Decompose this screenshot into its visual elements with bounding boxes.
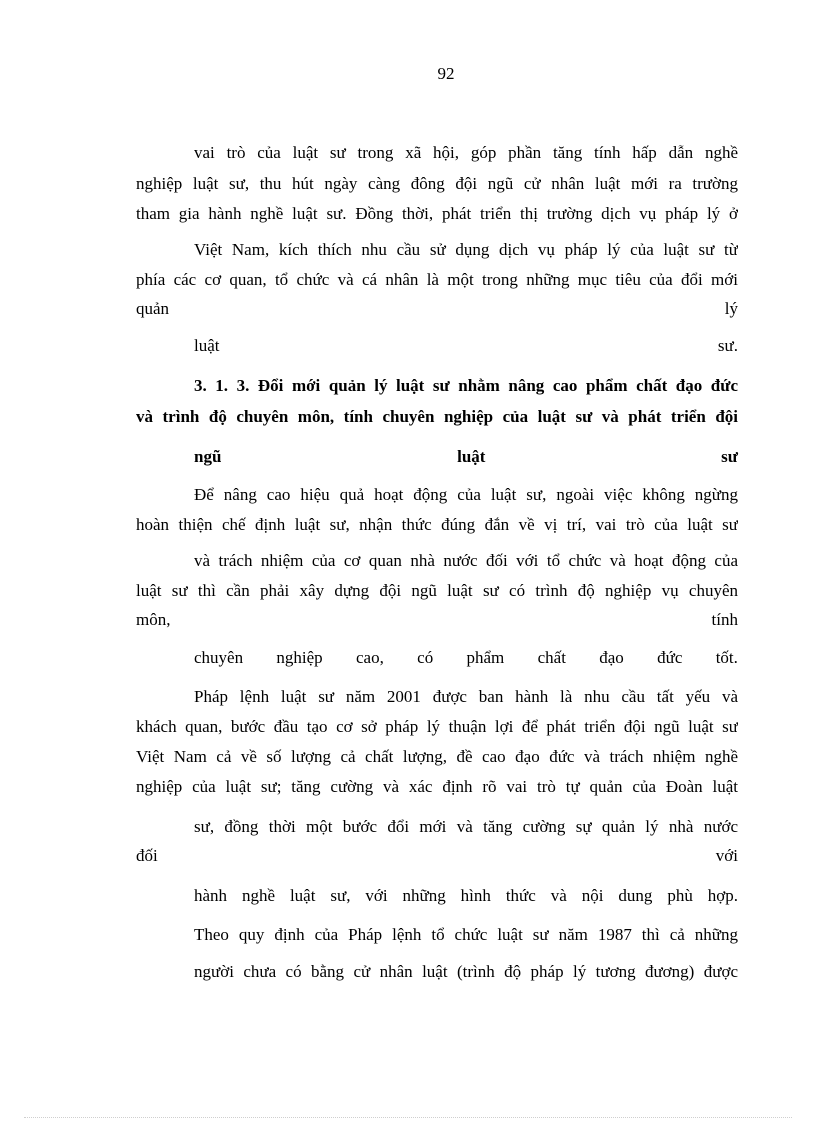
page-bottom-rule bbox=[24, 1117, 792, 1118]
text-line bbox=[136, 298, 738, 320]
text-line bbox=[136, 845, 738, 867]
word: đức bbox=[657, 648, 683, 667]
text-line: Việt Nam cả về số lượng cả chất lượng, đề cao đạo đức và trách nhiệm nghề bbox=[136, 747, 738, 766]
section-heading-line: và trình độ chuyên môn, tính chuyên nghiệp của luật sư và phát triển đội bbox=[136, 407, 738, 426]
text-line: vai trò của luật sư trong xã hội, góp phần tăng tính hấp dẫn nghề bbox=[194, 143, 738, 162]
word: tính bbox=[711, 610, 738, 629]
word: với bbox=[715, 846, 738, 865]
word: môn, bbox=[136, 610, 171, 629]
word: phẩm bbox=[466, 648, 505, 667]
text-line: tham gia hành nghề luật sư. Đồng thời, phát triển thị trường dịch vụ pháp lý ở bbox=[136, 204, 738, 223]
text-line bbox=[194, 647, 738, 669]
text-line: Pháp lệnh luật sư năm 2001 được ban hành là nhu cầu tất yếu và bbox=[194, 687, 738, 706]
text-line: Để nâng cao hiệu quả hoạt động của luật sư, ngoài việc không ngừng bbox=[194, 485, 738, 504]
section-heading-line bbox=[194, 446, 738, 468]
word: chất bbox=[537, 648, 566, 667]
word: nghiệp bbox=[276, 648, 323, 667]
text-line: luật sư thì cần phải xây dựng đội ngũ luật sư có trình độ nghiệp vụ chuyên bbox=[136, 581, 738, 600]
word: chuyên bbox=[194, 648, 244, 667]
text-line: hành nghề luật sư, với những hình thức và nội dung phù hợp. bbox=[194, 886, 738, 905]
text-line: Theo quy định của Pháp lệnh tổ chức luật sư năm 1987 thì cả những bbox=[194, 925, 738, 944]
text-line bbox=[194, 335, 738, 357]
text-line: nghiệp luật sư, thu hút ngày càng đông đội ngũ cử nhân luật mới ra trường bbox=[136, 174, 738, 193]
word: đạo bbox=[599, 648, 624, 667]
word: luật bbox=[457, 447, 486, 466]
page-number: 92 bbox=[437, 64, 455, 83]
word: sư. bbox=[717, 336, 738, 355]
word: luật bbox=[194, 336, 220, 355]
text-line: và trách nhiệm của cơ quan nhà nước đối với tổ chức và hoạt động của bbox=[194, 551, 738, 570]
text-line: người chưa có bằng cử nhân luật (trình độ pháp lý tương đương) được bbox=[194, 962, 738, 981]
text-line: khách quan, bước đầu tạo cơ sở pháp lý thuận lợi để phát triển đội ngũ luật sư bbox=[136, 717, 738, 736]
text-line: phía các cơ quan, tổ chức và cá nhân là một trong những mục tiêu của đổi mới bbox=[136, 270, 738, 289]
word: tốt. bbox=[715, 648, 738, 667]
text-line: Việt Nam, kích thích nhu cầu sử dụng dịch vụ pháp lý của luật sư từ bbox=[194, 240, 738, 259]
section-heading-line: 3. 1. 3. Đổi mới quản lý luật sư nhằm nâng cao phẩm chất đạo đức bbox=[194, 376, 738, 395]
word: đối bbox=[136, 846, 158, 865]
text-line: hoàn thiện chế định luật sư, nhận thức đúng đắn về vị trí, vai trò của luật sư bbox=[136, 515, 738, 534]
text-line: sư, đồng thời một bước đổi mới và tăng cường sự quản lý nhà nước bbox=[194, 817, 738, 836]
word: lý bbox=[724, 299, 738, 318]
word: sư bbox=[721, 447, 738, 466]
text-line: nghiệp của luật sư; tăng cường và xác định rõ vai trò tự quản của Đoàn luật bbox=[136, 777, 738, 796]
word: có bbox=[417, 648, 434, 667]
word: cao, bbox=[356, 648, 384, 667]
text-line bbox=[136, 609, 738, 631]
word: quản bbox=[136, 299, 170, 318]
word: ngũ bbox=[194, 447, 222, 466]
